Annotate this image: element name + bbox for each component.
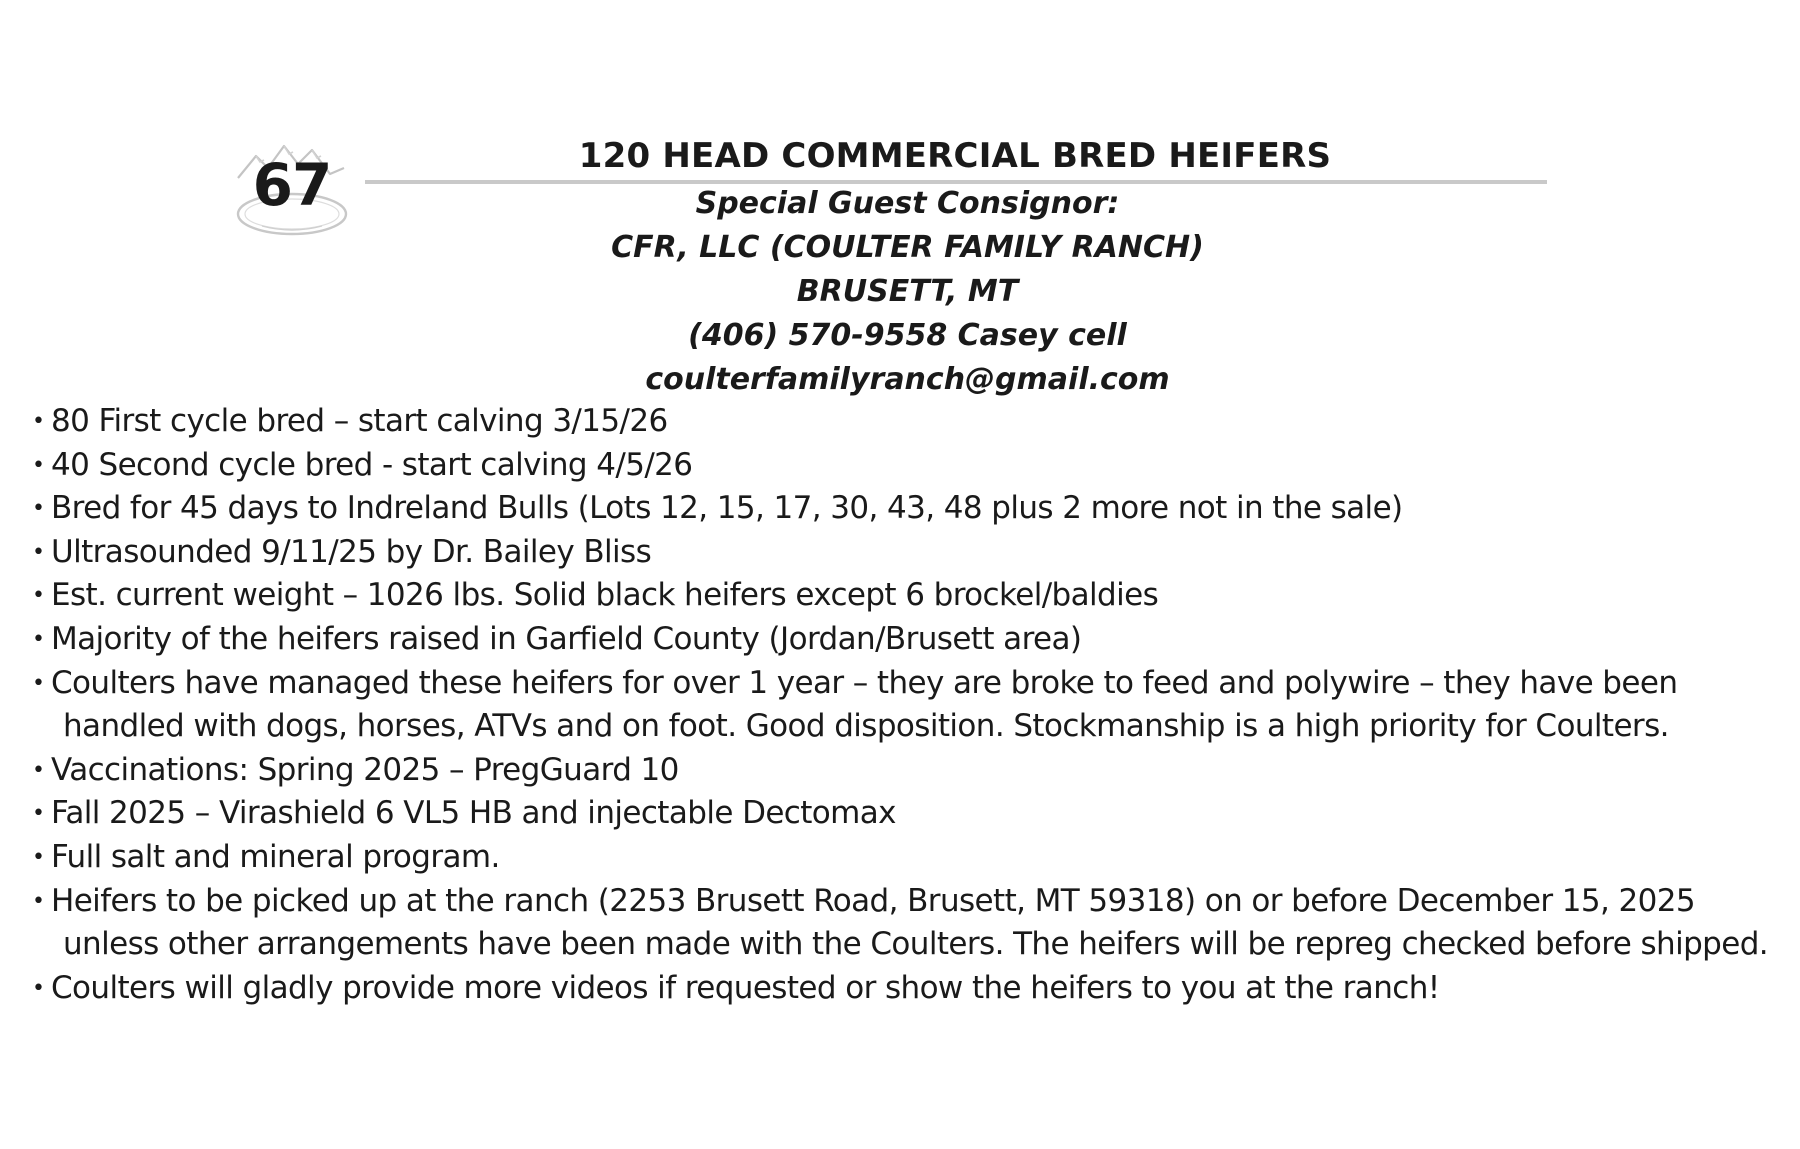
lot-badge <box>232 140 352 240</box>
detail-item: • Vaccinations: Spring 2025 – PregGuard 10 <box>32 749 1792 793</box>
detail-item: • Heifers to be picked up at the ranch (2253 Brusett Road, Brusett, MT 59318) on or before December 15, 2025 unless other arrangements have been made with the Coulters. The heifers will be repreg checked before shipped. <box>32 880 1792 967</box>
detail-item: • Full salt and mineral program. <box>32 836 1792 880</box>
detail-item: • Coulters have managed these heifers for over 1 year – they are broke to feed and polywire – they have been handled with dogs, horses, ATVs and on foot. Good disposition. Stockmanship is a high priority for Coulters. <box>32 662 1792 749</box>
detail-item: • Coulters will gladly provide more videos if requested or show the heifers to you at the ranch! <box>32 967 1792 1011</box>
consignor-label: Special Guest Consignor: <box>695 186 1120 221</box>
detail-item: • Est. current weight – 1026 lbs. Solid black heifers except 6 brockel/baldies <box>32 574 1792 618</box>
detail-item: • Ultrasounded 9/11/25 by Dr. Bailey Bliss <box>32 531 1792 575</box>
detail-item: • 80 First cycle bred – start calving 3/15/26 <box>32 400 1792 444</box>
detail-item: • Bred for 45 days to Indreland Bulls (Lots 12, 15, 17, 30, 43, 48 plus 2 more not in the sale) <box>32 487 1792 531</box>
listing-title: 120 HEAD COMMERCIAL BRED HEIFERS <box>578 136 1332 176</box>
detail-item: • 40 Second cycle bred - start calving 4/5/26 <box>32 444 1792 488</box>
lot-number: 67 <box>252 151 332 219</box>
details-list <box>32 400 1792 1010</box>
consignor-phone: (406) 570-9558 Casey cell <box>688 318 1127 353</box>
consignor-block <box>365 182 1450 402</box>
consignor-location: BRUSETT, MT <box>796 274 1019 309</box>
consignor-email: coulterfamilyranch@gmail.com <box>645 362 1170 397</box>
detail-item: • Fall 2025 – Virashield 6 VL5 HB and injectable Dectomax <box>32 792 1792 836</box>
detail-item: • Majority of the heifers raised in Garfield County (Jordan/Brusett area) <box>32 618 1792 662</box>
consignor-name: CFR, LLC (COULTER FAMILY RANCH) <box>611 230 1204 265</box>
